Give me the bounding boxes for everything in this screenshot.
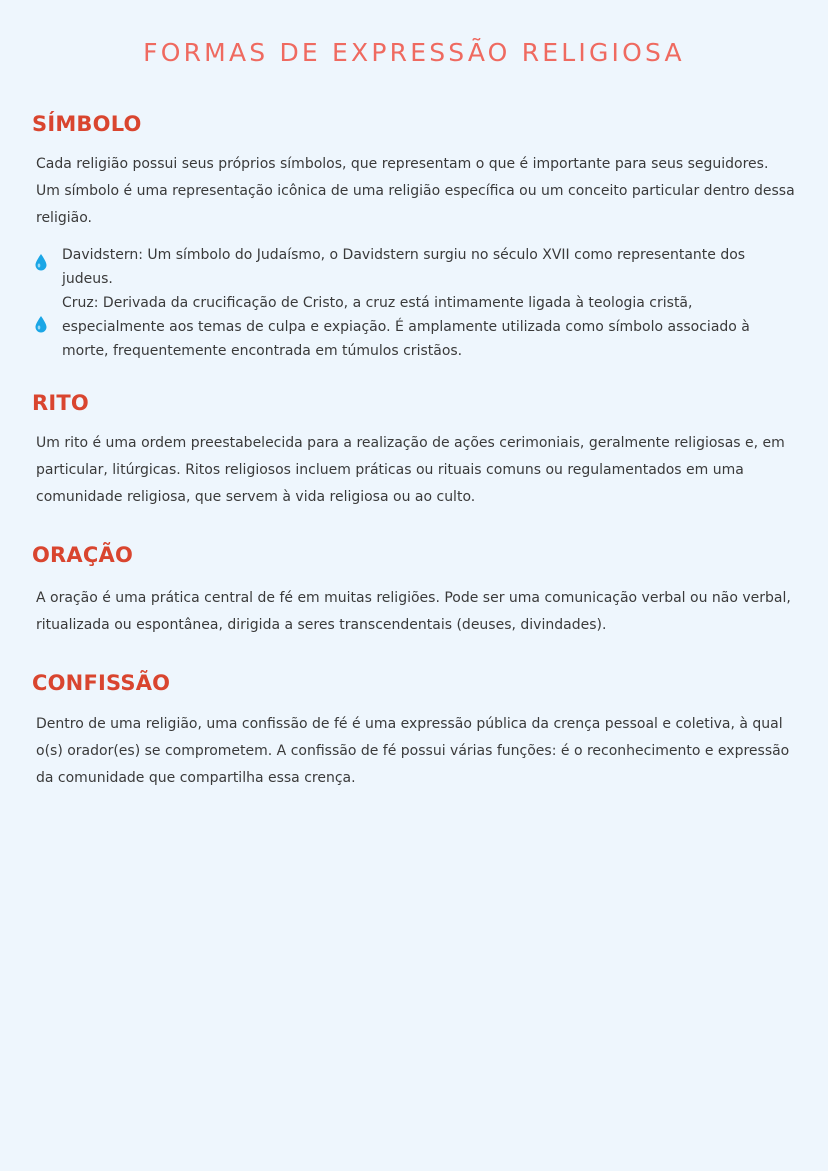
bullet-text: Cruz: Derivada da crucificação de Cristo, a cruz está intimamente ligada à teologia cristã, especialmente aos temas de culpa e expiação. É amplamente utilizada como símbolo associado à morte, frequentemente encontrada em túmulos cristãos.: [62, 295, 750, 359]
symbol-bullet-list: [33, 243, 793, 363]
section-heading-confissao: CONFISSÃO: [32, 671, 171, 695]
list-item: [33, 291, 793, 363]
water-drop-icon: [34, 315, 48, 333]
water-drop-icon: [34, 253, 48, 271]
section-heading-rito: RITO: [32, 391, 89, 415]
list-item: [33, 243, 793, 291]
section-paragraph-oracao: A oração é uma prática central de fé em muitas religiões. Pode ser uma comunicação verbal ou não verbal, ritualizada ou espontânea, dirigida a seres transcendentais (deuses, divindades).: [36, 590, 791, 633]
section-heading-simbolo: SÍMBOLO: [32, 112, 142, 136]
section-heading-oracao: ORAÇÃO: [32, 543, 133, 567]
bullet-text: Davidstern: Um símbolo do Judaísmo, o Davidstern surgiu no século XVII como representante dos judeus.: [62, 247, 746, 287]
section-paragraph-simbolo: Cada religião possui seus próprios símbolos, que representam o que é importante para seus seguidores. Um símbolo é uma representação icônica de uma religião específica ou um conceito particular dentro dessa religião.: [36, 156, 795, 226]
section-paragraph-confissao: Dentro de uma religião, uma confissão de fé é uma expressão pública da crença pessoal e coletiva, à qual o(s) orador(es) se comprometem. A confissão de fé possui várias funções: é o reconhecimento e expressão da comunidade que compartilha essa crença.: [36, 716, 790, 786]
section-paragraph-rito: Um rito é uma ordem preestabelecida para a realização de ações cerimoniais, geralmente religiosas e, em particular, litúrgicas. Ritos religiosos incluem práticas ou rituais comuns ou regulamentados em uma comunidade religiosa, que servem à vida religiosa ou ao culto.: [36, 435, 785, 505]
page-title: FORMAS DE EXPRESSÃO RELIGIOSA: [143, 38, 685, 67]
